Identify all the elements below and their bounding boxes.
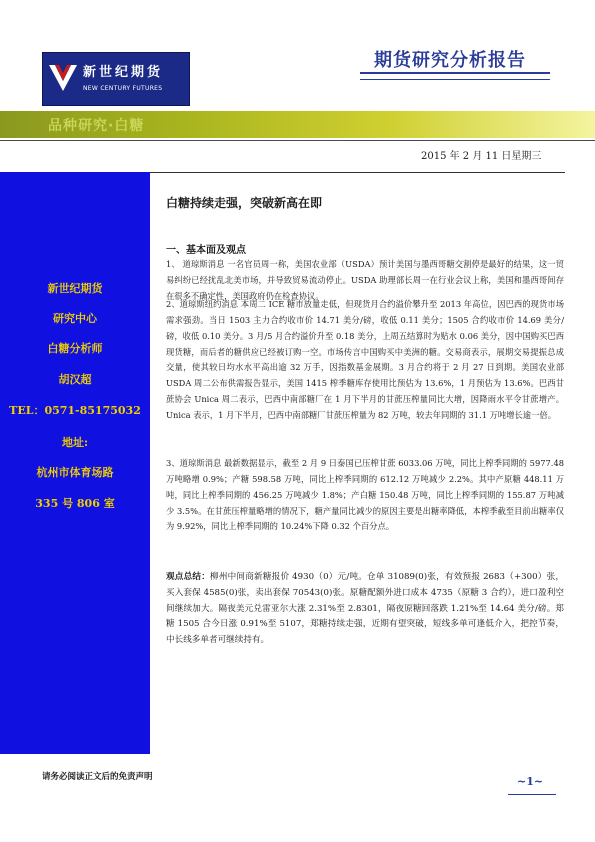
section-title-fundamentals: 一、基本面及观点: [166, 245, 246, 256]
header-rule: [360, 72, 550, 74]
sidebar-telephone: TEL：0571-85175032: [9, 404, 141, 417]
sidebar-address-label: 地址:: [61, 436, 89, 449]
page-number: ~1~: [517, 775, 544, 788]
paragraph-3: 3、道琼斯消息 最新数据显示，截至 2 月 9 日泰国已压榨甘蔗 6033.06 万吨，同比上榨季同期的 5977.48 万吨略增 0.9%；产糖 598.58 万吨，同比上榨季同期的 612.12 万吨减少 2.2%。其中产原糖 448.11 万吨，同比上榨季同期的 456.25 万吨减少 1.8%；产白糖 150.48 万吨，同比上榨季同期的 155.87 万吨减少 3.5%。在甘蔗压榨量略增的情况下，糖产量同比减少的原因主要是出糖率降低，本榨季截至目前出糖率仅为 9.92%，同比上榨季同期的 10.24%下降 0.32 个百分点。: [166, 458, 564, 532]
paragraph-1: 1、 道琼斯消息 一名官员周一称，美国农业部（USDA）预计美国与墨西哥糖交割停是最好的结果，这一贸易纠纷已经扰乱北美市场，并导致贸易流动停止。USDA 助理部长周一在行业会议上称，美国和墨西哥间存在很多不确定性，美国政府仍在检查协议。: [166, 259, 564, 301]
contact-sidebar: [0, 172, 150, 754]
logo-mark-icon: [49, 61, 77, 95]
article-headline: 白糖持续走强，突破新高在即: [166, 196, 323, 210]
category-label: 品种研究·白糖: [48, 118, 145, 134]
sidebar-address-line1: 杭州市体育场路: [36, 466, 114, 479]
article-top-rule: [150, 172, 565, 173]
summary-label: 观点总结：: [166, 572, 211, 582]
logo-chinese-name: 新世纪期货: [83, 65, 164, 80]
paragraph-2: 2、道琼斯纽约消息 本周二 ICE 糖市放量走低，但现货月合约溢价攀升至 2013 年高位，因巴西的现货市场需求强劲。当日 1503 主力合约收市价 14.71 美分/磅，收低 0.11 美分；1505 合约收市价 14.69 美分/磅，收低 0.10 美分。3 月/5 月合约溢价升至 0.18 美分，上周五结算时为贴水 0.06 美分，因中国购买巴西现货糖，而后者的糖供应已经被订购一空。市场传言中国购买中美洲的糖。交易商表示，展期交易提振总成交量，使其较日均水水平高出逾 32 万手，因指数基金展期。3 月合约将于 2 月 27 日到期。美国农业部 USDA 周二公布供需报告显示，美国 1415 榨季糖库存使用比预估为 13.6%，1 月预估为 13.6%。巴西甘蔗协会 Unica 周二表示，巴西中南部糖厂在 1 月下半月的甘蔗压榨量同比大增，因降雨水平令甘蔗增产。Unica 表示，1 月下半月，巴西中南部糖厂甘蔗压榨量为 82 万吨，较去年同期的 31.1 万吨增长逾一倍。: [166, 299, 564, 420]
report-title: 期货研究分析报告: [374, 50, 526, 71]
company-logo: [42, 52, 190, 106]
sidebar-address-line2: 335 号 806 室: [35, 497, 115, 510]
header-rule-thin: [360, 79, 550, 80]
sidebar-company: 新世纪期货: [47, 282, 103, 295]
band-divider: [0, 140, 595, 141]
report-date: 2015 年 2 月 11 日星期三: [421, 151, 542, 162]
sidebar-analyst-title: 白糖分析师: [47, 342, 103, 355]
logo-english-name: NEW CENTURY FUTURES: [83, 85, 163, 92]
summary-text: 柳州中间商新糖报价 4930（0）元/吨。仓单 31089(0)张，有效预报 2683（+300）张，买入套保 4585(0)张，卖出套保 70543(0)张。原糖配额外进口成本 4735（原糖 3 合约），进口盈利空间继续加大。隔夜美元兑雷亚尔大涨 2.31%至 2.8301，隔夜原糖回落跌 1.21%至 14.64 美分/磅。郑糖 1505 合今日涨 0.91%至 5107，郑糖持续走强，近期有望突破，短线多单可逢低介入，把控节奏，中长线多单者可继续持有。: [166, 572, 564, 646]
sidebar-analyst-name: 胡汉超: [58, 373, 92, 386]
summary-block: [166, 570, 564, 649]
sidebar-department: 研究中心: [53, 312, 97, 325]
category-band: [0, 111, 595, 138]
footer-rule: [508, 794, 556, 795]
disclaimer-note: 请务必阅读正文后的免责声明: [42, 772, 153, 782]
